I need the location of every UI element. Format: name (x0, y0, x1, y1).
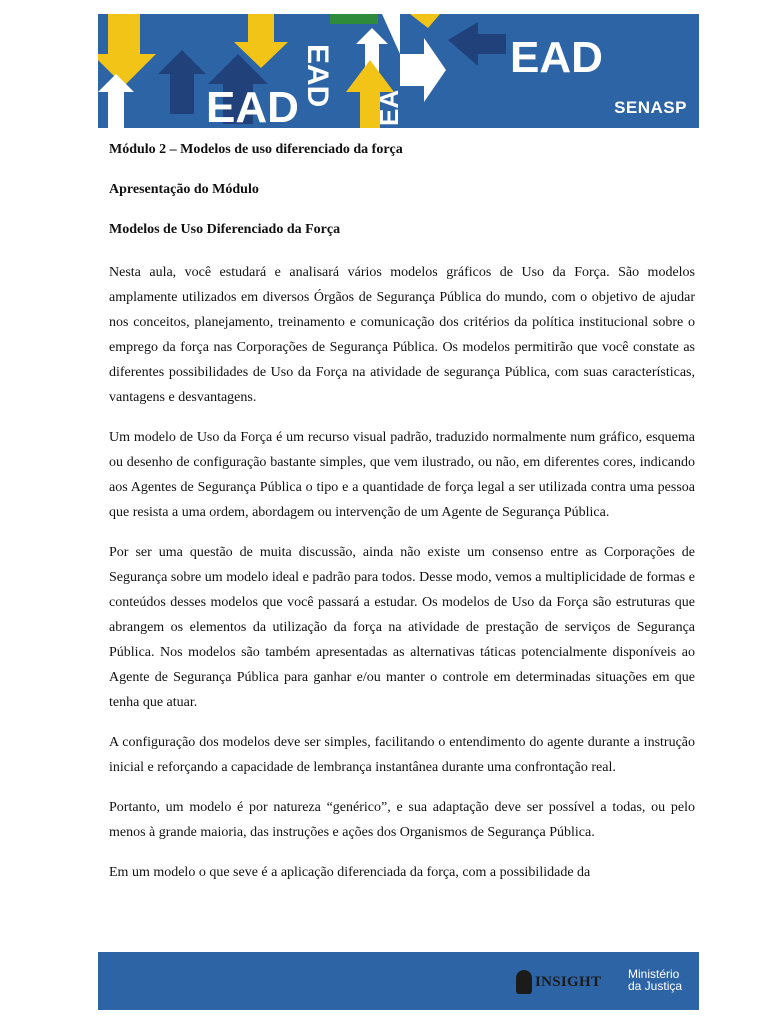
ministry-line-2: da Justiça (628, 979, 683, 993)
ead-logo-text: EAD (206, 83, 299, 128)
paragraph: Em um modelo o que seve é a aplicação diferenciada da força, com a possibilidade da (109, 865, 591, 880)
ead-logo-text: EA (374, 89, 404, 126)
white-arrow-icon (382, 14, 446, 102)
paragraph: Por ser uma questão de muita discussão, ainda não existe um consenso entre as Corporações de Segurança sobre um modelo ideal e padrão para todos. Desse modo, vemos a multiplicidade de formas e conteúdos desses modelos que você passará a estudar. Os modelos de Uso da Força são estruturas que abrangem os elementos da utilização da força na atividade de prestação de serviços de Segurança Pública. Nos modelos são também apresentadas as alternativas táticas potencialmente disponíveis ao Agente de Segurança Pública para ganhar e/ou manter o controle em determinadas situações em que tenha que atuar. (109, 545, 695, 710)
footer-banner (98, 952, 699, 1010)
insight-emblem-icon (516, 970, 532, 994)
insight-logo-text: INSIGHT (535, 973, 602, 990)
section-heading: Apresentação do Módulo (109, 182, 259, 197)
ead-arrows-logo (98, 14, 699, 128)
ministry-line-1: Ministério (628, 967, 680, 981)
yellow-arrow-icon (98, 14, 156, 86)
senasp-brand: SENASP (614, 98, 687, 117)
paragraph: Um modelo de Uso da Força é um recurso visual padrão, traduzido normalmente num gráfico, esquema ou desenho de configuração bastante simples, que vem ilustrado, ou não, em diferentes cores, indicando aos Agentes de Segurança Pública o tipo e a quantidade de força legal a ser utilizada contra uma pessoa que resista a uma ordem, abordagem ou intervenção de um Agente de Segurança Pública. (109, 430, 695, 520)
navy-arrow-icon (448, 22, 506, 66)
paragraph: A configuração dos modelos deve ser simples, facilitando o entendimento do agente durante a instrução inicial e reforçando a capacidade de lembrança instantânea durante uma confrontação real. (109, 735, 695, 775)
subsection-heading: Modelos de Uso Diferenciado da Força (109, 222, 341, 237)
insight-logo (516, 970, 601, 994)
green-arrow-icon (330, 14, 378, 24)
ministry-logo (628, 968, 682, 992)
document-body (109, 140, 695, 900)
navy-arrow-icon (158, 50, 206, 114)
paragraph: Portanto, um modelo é por natureza “genérico”, e sua adaptação deve ser possível a todas, ou pelo menos à grande maioria, das instruções e ações dos Organismos de Segurança Pública. (109, 800, 695, 840)
header-banner (98, 14, 699, 128)
white-arrow-icon (98, 74, 134, 128)
ead-logo-text: EAD (301, 44, 334, 108)
ead-logo-text: EAD (510, 33, 603, 82)
module-title: Módulo 2 – Modelos de uso diferenciado da força (109, 142, 403, 157)
yellow-arrow-icon (410, 14, 440, 28)
paragraph: Nesta aula, você estudará e analisará vários modelos gráficos de Uso da Força. São modelos amplamente utilizados em diversos Órgãos de Segurança Pública do mundo, com o objetivo de ajudar nos conceitos, planejamento, treinamento e comunicação dos critérios da política institucional sobre o emprego da força nas Corporações de Segurança Pública. Os modelos permitirão que você constate as diferentes possibilidades de Uso da Força na atividade de segurança Pública, com suas características, vantagens e desvantagens. (109, 265, 695, 405)
